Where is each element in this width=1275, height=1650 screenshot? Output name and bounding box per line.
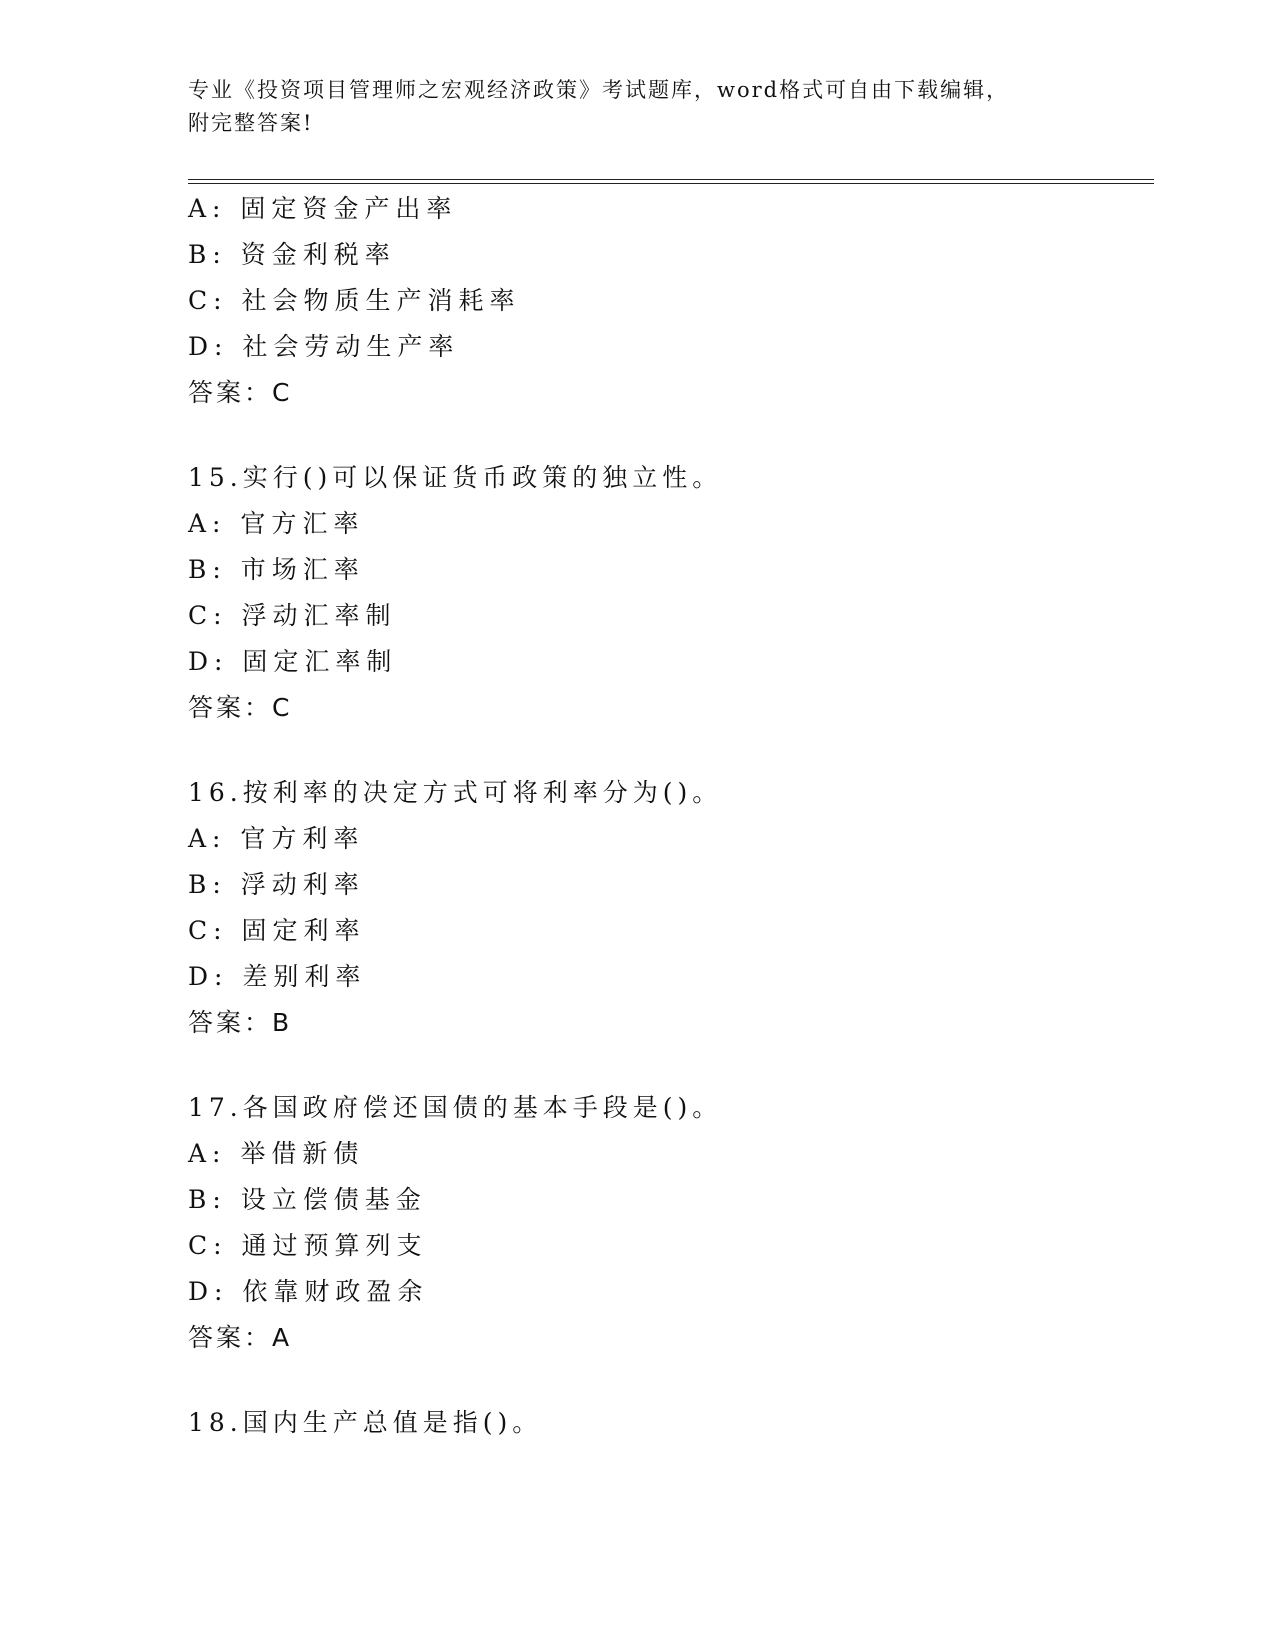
option-a: A: 官方汇率 xyxy=(188,509,365,538)
question-text: 16.按利率的决定方式可将利率分为()。 xyxy=(188,778,723,807)
question-17-block xyxy=(188,1085,1148,1361)
option-d: D: 差别利率 xyxy=(188,962,367,991)
header-divider-bottom xyxy=(188,183,1154,184)
question-text: 15.实行()可以保证货币政策的独立性。 xyxy=(188,463,723,492)
option-a: A: 固定资金产出率 xyxy=(188,194,458,223)
option-c: C: 固定利率 xyxy=(188,916,366,945)
question-18-block xyxy=(188,1400,1148,1446)
header-line-1: 专业《投资项目管理师之宏观经济政策》考试题库，word格式可自由下载编辑， xyxy=(188,78,1010,102)
option-b: B: 资金利税率 xyxy=(188,240,396,269)
option-c: C: 社会物质生产消耗率 xyxy=(188,286,521,315)
answer-line: 答案：B xyxy=(188,1008,293,1037)
option-a: A: 举借新债 xyxy=(188,1139,365,1168)
option-b: B: 设立偿债基金 xyxy=(188,1185,427,1214)
answer-line: 答案：C xyxy=(188,378,293,407)
question-16-block xyxy=(188,770,1148,1046)
option-c: C: 通过预算列支 xyxy=(188,1231,428,1260)
question-text: 18.国内生产总值是指()。 xyxy=(188,1408,543,1437)
option-d: D: 固定汇率制 xyxy=(188,647,398,676)
option-b: B: 浮动利率 xyxy=(188,870,365,899)
header-line-2: 附完整答案! xyxy=(188,111,314,135)
answer-line: 答案：A xyxy=(188,1323,293,1352)
question-text: 17.各国政府偿还国债的基本手段是()。 xyxy=(188,1093,723,1122)
option-d: D: 依靠财政盈余 xyxy=(188,1277,429,1306)
document-header xyxy=(188,74,1088,140)
option-c: C: 浮动汇率制 xyxy=(188,601,397,630)
header-divider-top xyxy=(188,179,1154,180)
option-d: D: 社会劳动生产率 xyxy=(188,332,460,361)
question-14-block xyxy=(188,186,1148,416)
option-a: A: 官方利率 xyxy=(188,824,365,853)
option-b: B: 市场汇率 xyxy=(188,555,365,584)
answer-line: 答案：C xyxy=(188,693,293,722)
question-15-block xyxy=(188,455,1148,731)
